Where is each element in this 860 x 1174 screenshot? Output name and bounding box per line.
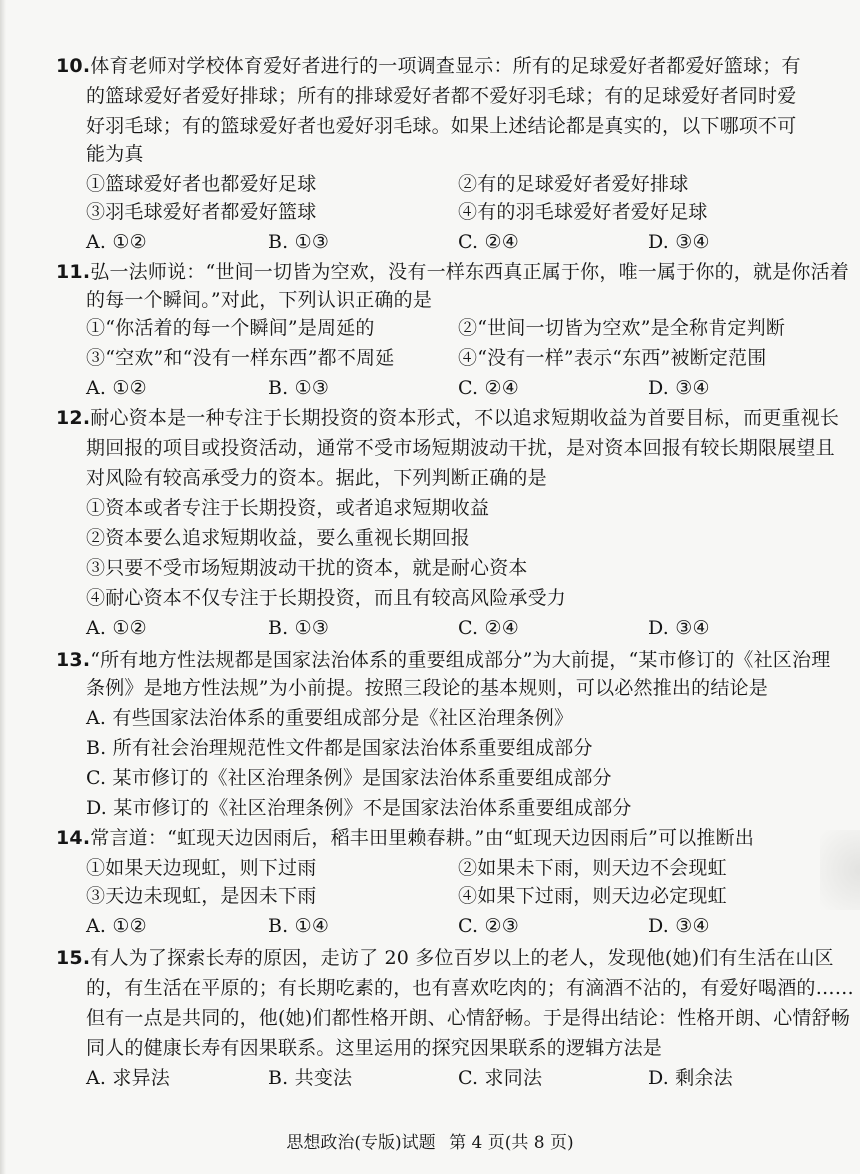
question-10-statement-4: ④有的羽毛球爱好者爱好足球 (458, 201, 708, 223)
question-14-statement-3: ③天边未现虹，是因未下雨 (86, 885, 317, 907)
question-10-option-a[interactable]: A. ①② (86, 231, 147, 253)
question-13-option-b[interactable]: B. 所有社会治理规范性文件都是国家法治体系重要组成部分 (86, 737, 593, 759)
page-edge-shadow-right (820, 830, 860, 910)
question-10-option-d[interactable]: D. ③④ (648, 231, 710, 253)
question-10-stem-line-4: 能为真 (86, 143, 144, 165)
question-10-stem-line-2: 的篮球爱好者爱好排球；所有的排球爱好者都不爱好羽毛球；有的足球爱好者同时爱 (86, 85, 797, 107)
question-11-stem-line-2: 的每一个瞬间。”对此，下列认识正确的是 (86, 289, 433, 311)
question-12-option-d[interactable]: D. ③④ (648, 617, 710, 639)
question-14-option-b[interactable]: B. ①④ (268, 915, 330, 937)
question-14-statement-4: ④如果下过雨，则天边必定现虹 (458, 885, 727, 907)
question-12-stem-line-1: 12.耐心资本是一种专注于长期投资的资本形式，不以追求短期收益为首要目标，而更重视长 (56, 407, 840, 429)
question-15-stem-line-2: 的，有生活在平原的；有长期吃素的，也有喜欢吃肉的；有滴酒不沾的，有爱好喝酒的…… (86, 977, 855, 999)
question-14-statement-2: ②如果未下雨，则天边不会现虹 (458, 857, 727, 879)
question-15-option-a[interactable]: A. 求异法 (86, 1067, 171, 1089)
question-12-statement-2: ②资本要么追求短期收益，要么重视长期回报 (86, 527, 471, 549)
question-10-option-b[interactable]: B. ①③ (268, 231, 330, 253)
question-12-statement-4: ④耐心资本不仅专注于长期投资，而且有较高风险承受力 (86, 587, 567, 609)
question-11-statement-2: ②“世间一切皆为空欢”是全称肯定判断 (458, 317, 786, 339)
question-11-option-d[interactable]: D. ③④ (648, 377, 710, 399)
question-10-statement-3: ③羽毛球爱好者都爱好篮球 (86, 201, 317, 223)
question-14-number: 14. (56, 827, 91, 849)
question-11-option-a[interactable]: A. ①② (86, 377, 147, 399)
question-15-stem-line-3: 但有一点是共同的，他(她)们都性格开朗、心情舒畅。于是得出结论：性格开朗、心情舒畅 (86, 1007, 851, 1029)
question-10-option-c[interactable]: C. ②④ (458, 231, 520, 253)
footer-page-number: 第 4 页(共 8 页) (449, 1133, 574, 1153)
question-11-statement-4: ④“没有一样”表示“东西”被断定范围 (458, 347, 767, 369)
question-13-option-d[interactable]: D. 某市修订的《社区治理条例》不是国家法治体系重要组成部分 (86, 797, 632, 819)
question-12-option-b[interactable]: B. ①③ (268, 617, 330, 639)
page-footer (0, 1128, 860, 1153)
page-edge-shadow (0, 0, 6, 1174)
question-13-option-a[interactable]: A. 有些国家法治体系的重要组成部分是《社区治理条例》 (86, 707, 574, 729)
footer-subject: 思想政治(专版)试题 (286, 1133, 436, 1153)
question-13-stem-line-1: 13.“所有地方性法规都是国家法治体系的重要组成部分”为大前提，“某市修订的《社区治理 (56, 649, 831, 671)
question-12-option-c[interactable]: C. ②④ (458, 617, 520, 639)
question-11-statement-3: ③“空欢”和“没有一样东西”都不周延 (86, 347, 395, 369)
question-11-statement-1: ①“你活着的每一个瞬间”是周延的 (86, 317, 375, 339)
question-14-option-a[interactable]: A. ①② (86, 915, 147, 937)
question-12-statement-3: ③只要不受市场短期波动干扰的资本，就是耐心资本 (86, 557, 528, 579)
question-12-stem-line-3: 对风险有较高承受力的资本。据此，下列判断正确的是 (86, 467, 547, 489)
question-15-option-d[interactable]: D. 剩余法 (648, 1067, 733, 1089)
question-14-stem-line-1: 14.常言道：“虹现天边因雨后，稻丰田里赖春耕。”由“虹现天边因雨后”可以推断出 (56, 827, 755, 849)
question-12-stem-line-2: 期回报的项目或投资活动，通常不受市场短期波动干扰，是对资本回报有较长期限展望且 (86, 437, 835, 459)
question-10-statement-2: ②有的足球爱好者爱好排球 (458, 173, 689, 195)
question-15-stem-line-4: 同人的健康长寿有因果联系。这里运用的探究因果联系的逻辑方法是 (86, 1037, 663, 1059)
question-15-stem-line-1: 15.有人为了探索长寿的原因，走访了 20 多位百岁以上的老人，发现他(她)们有生活在山区 (56, 947, 834, 969)
question-12-statement-1: ①资本或者专注于长期投资，或者追求短期收益 (86, 497, 490, 519)
question-10-stem-line-1: 10.体育老师对学校体育爱好者进行的一项调查显示：所有的足球爱好者都爱好篮球；有 (56, 55, 801, 77)
question-11-option-c[interactable]: C. ②④ (458, 377, 520, 399)
question-15-option-c[interactable]: C. 求同法 (458, 1067, 543, 1089)
question-13-stem-line-2: 条例》是地方性法规”为小前提。按照三段论的基本规则，可以必然推出的结论是 (86, 677, 768, 699)
question-14-statement-1: ①如果天边现虹，则下过雨 (86, 857, 317, 879)
question-12-number: 12. (56, 407, 91, 429)
question-10-stem-line-3: 好羽毛球；有的篮球爱好者也爱好羽毛球。如果上述结论都是真实的，以下哪项不可 (86, 115, 797, 137)
question-11-stem-line-1: 11.弘一法师说：“世间一切皆为空欢，没有一样东西真正属于你，唯一属于你的，就是你活着 (56, 261, 849, 283)
question-15-number: 15. (56, 947, 91, 969)
question-13-option-c[interactable]: C. 某市修订的《社区治理条例》是国家法治体系重要组成部分 (86, 767, 612, 789)
question-10-number: 10. (56, 55, 91, 77)
question-11-number: 11. (56, 261, 91, 283)
question-14-option-c[interactable]: C. ②③ (458, 915, 520, 937)
question-13-number: 13. (56, 649, 91, 671)
question-14-option-d[interactable]: D. ③④ (648, 915, 710, 937)
question-15-option-b[interactable]: B. 共变法 (268, 1067, 353, 1089)
question-12-option-a[interactable]: A. ①② (86, 617, 147, 639)
question-10-statement-1: ①篮球爱好者也都爱好足球 (86, 173, 317, 195)
question-11-option-b[interactable]: B. ①③ (268, 377, 330, 399)
